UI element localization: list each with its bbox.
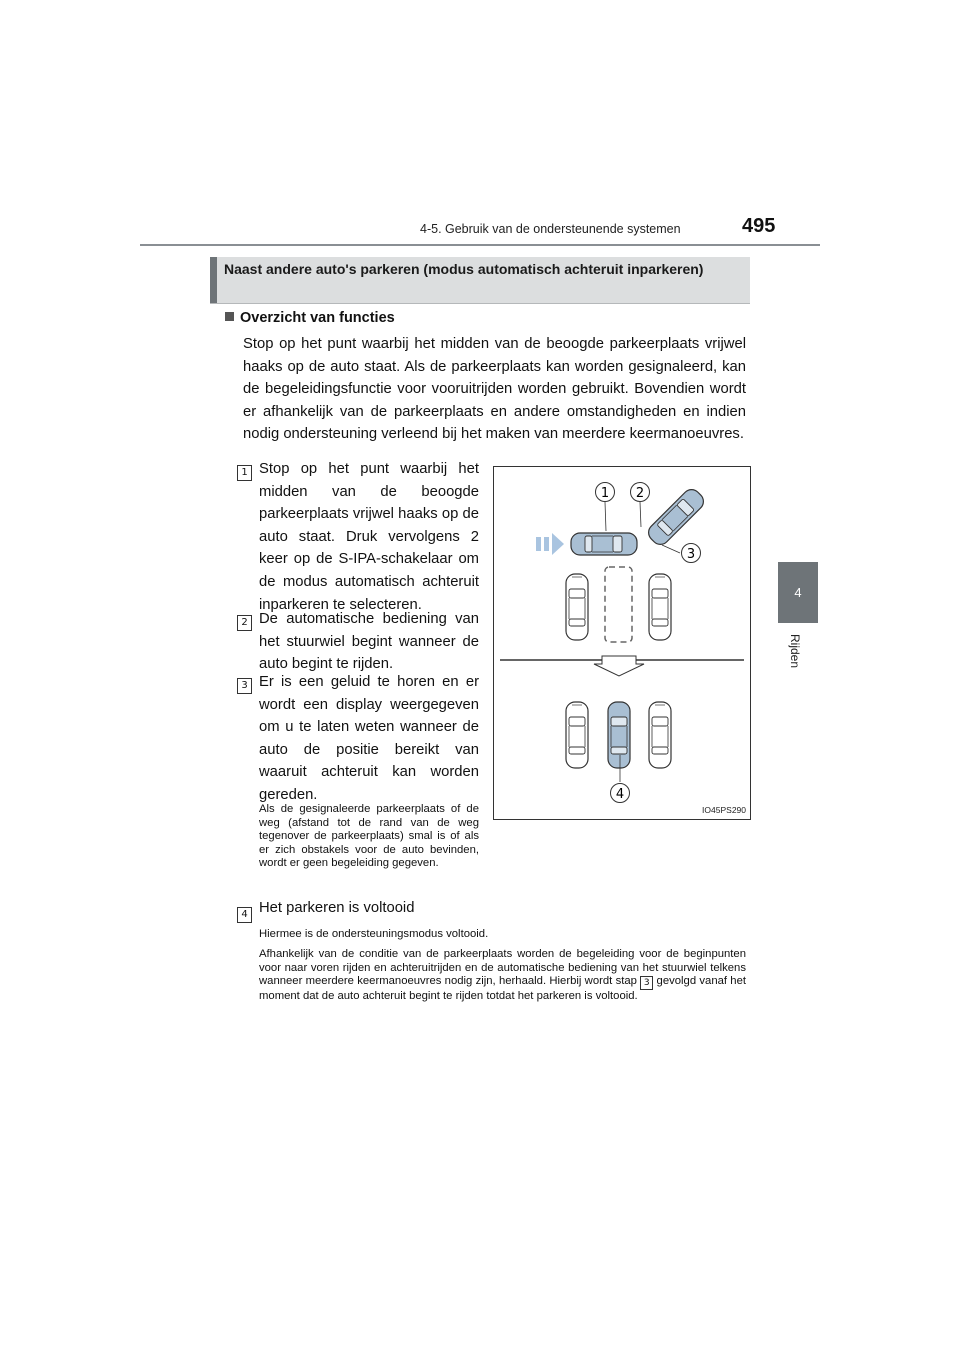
car-start-position (571, 533, 637, 555)
target-parking-space (605, 567, 632, 642)
overview-heading (225, 310, 395, 326)
running-header: 4-5. Gebruik van de ondersteunende systemen (420, 222, 681, 236)
section-heading-bar (210, 257, 217, 303)
step-2-number: 2 (237, 612, 252, 631)
step-3-text: Er is een geluid te horen en er wordt een display weergegeven om u te laten weten wanneer de auto de positie bereikt van waaruit achteruit kan worden gereden. (259, 674, 479, 803)
square-bullet-icon (225, 312, 234, 321)
car-parked-final (608, 702, 630, 768)
chapter-label: Rijden (788, 634, 802, 669)
parked-car (649, 702, 671, 768)
figure-label-1 (596, 483, 615, 502)
step-1-text: Stop op het punt waarbij het midden van de beoogde parkeerplaats vrijwel haaks op de auto staat. Druk vervolgens 2 keer op de S-IPA-schakelaar om de modus automatisch achteruit inparkeren te selecteren. (259, 461, 479, 613)
step-3-note: Als de gesignaleerde parkeerplaats of de weg (afstand tot de rand van de weg tegenover de parkeerplaats) smal is of als er zich obstakels voor de auto bevinden, wordt er geen begeleiding gegeven. (259, 803, 479, 870)
car-turn-position (645, 486, 707, 548)
figure-label-3 (682, 544, 701, 563)
figure-code: IO45PS290 (702, 805, 746, 815)
figure-label-2 (631, 483, 650, 502)
parked-car (649, 574, 671, 640)
parked-car (566, 574, 588, 640)
step-3-number: 3 (237, 675, 252, 694)
chapter-tab: 4 (778, 562, 818, 623)
header-rule (140, 244, 820, 246)
svg-text:4: 4 (615, 787, 625, 802)
step-2-text: De automatische bediening van het stuurwiel begint wanneer de auto begint te rijden. (259, 611, 479, 673)
svg-text:1: 1 (600, 486, 610, 501)
section-title: Naast andere auto's parkeren (modus automatisch achteruit inparkeren) (224, 261, 704, 277)
parking-figure (493, 466, 751, 820)
step-4-note-1: Hiermee is de ondersteuningsmodus voltooid. (259, 928, 489, 940)
figure-label-4 (611, 784, 630, 803)
overview-heading-text: Overzicht van functies (240, 310, 395, 326)
overview-intro: Stop op het punt waarbij het midden van de beoogde parkeerplaats vrijwel haaks op de auto staat. Als de parkeerplaats kan worden gesignaleerd, kan de begeleidingsfunctie voor vooruitrijden worden gebruikt. Bovendien wordt er afhankelijk van de parkeerplaats en andere omstandigheden en indien nodig ondersteuning verleend bij het maken van meerdere keermanoeuvres. (243, 336, 746, 443)
svg-text:3: 3 (686, 547, 696, 562)
step-1-number: 1 (237, 462, 252, 481)
step-ref-3: 3 (640, 976, 653, 990)
down-arrow-icon (594, 656, 644, 676)
step-4-number: 4 (237, 904, 252, 923)
page-number: 495 (742, 215, 776, 237)
parking-diagram (494, 467, 750, 819)
entry-arrow-icon (536, 533, 564, 555)
parked-car (566, 702, 588, 768)
step-4-text: Het parkeren is voltooid (259, 900, 415, 916)
svg-text:2: 2 (635, 486, 645, 501)
step-4-note-2: Afhankelijk van de conditie van de parkeerplaats worden de begeleiding voor de beginpunten voor naar voren rijden en achteruitrijden en de automatische bediening van het stuurwiel telkens wanneer meerdere keermanoeuvres nodig zijn, herhaald. Hierbij wordt stap 3 gevolgd vanaf het moment dat de auto achteruit begint te rijden totdat het parkeren is voltooid. (259, 948, 747, 1003)
